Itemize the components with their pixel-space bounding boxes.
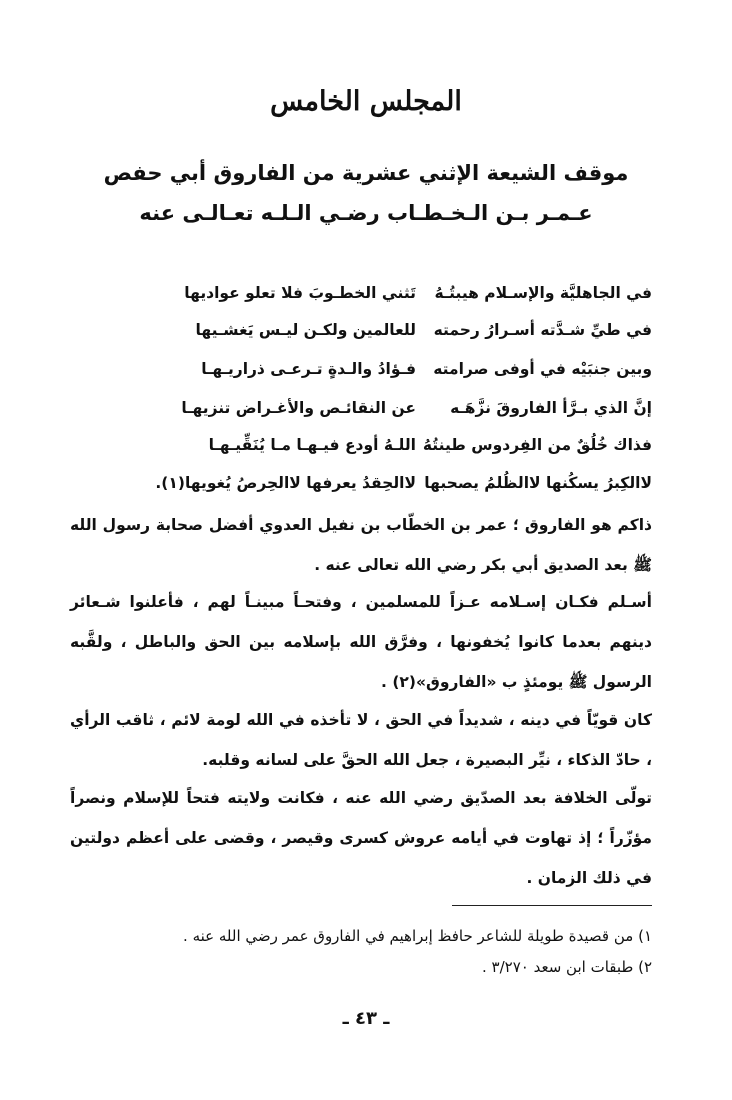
subtitle-line-2: عـمـر بـن الـخـطـاب رضـي الـلـه تعـالـى عنه: [139, 201, 593, 225]
page-title: المجلس الخامس: [270, 86, 462, 117]
verse-4-first-hemistich: إنَّ الذي بـرَّأ الفاروقَ نزَّهَـه: [450, 399, 652, 417]
verse-6-first-hemistich: لاالكِبرُ يسكُنها لاالظُلمُ يصحبها: [424, 474, 652, 492]
footnote-divider: [452, 905, 652, 906]
verse-2-first-hemistich: في طيِّ شـدَّته أسـرارُ رحمته: [433, 321, 652, 339]
verse-1-first-hemistich: في الجاهليَّة والإسـلام هيبتُـهُ: [434, 284, 652, 302]
paragraph-2: أسـلم فكـان إسـلامه عـزاً للمسلمين ، وفتحـاً مبينـاً لهم ، فأعلنوا شـعائر دينهم بعدما كانوا يُخفونها ، وفرَّق الله بإسلامه بين الحق والباطل ، ولقَّبه الرسول ﷺ يومئذٍ ب «الفاروق»(٢) .: [70, 593, 652, 691]
verse-4-second-hemistich: عن النقائـص والأغـراض تنزيهـا: [181, 399, 416, 417]
subtitle-line-1: موقف الشيعة الإثني عشرية من الفاروق أبي حفص: [103, 161, 629, 185]
paragraph-3: كان قويّاً في دينه ، شديداً في الحق ، لا تأخذه في الله لومة لائم ، ثاقب الرأي ، حادّ الذكاء ، نيِّر البصيرة ، جعل الله الحقَّ على لسانه وقلبه.: [70, 711, 652, 769]
verse-1-second-hemistich: تَثني الخطـوبَ فلا تعلو عواديها: [184, 284, 416, 302]
page-number: ـ ٤٣ ـ: [342, 1008, 390, 1029]
paragraph-1: ذاكم هو الفاروق ؛ عمر بن الخطّاب بن نفيل العدوي أفضل صحابة رسول الله ﷺ بعد الصديق أبي بكر رضي الله تعالى عنه .: [70, 516, 652, 574]
footnote-1: ١) من قصيدة طويلة للشاعر حافظ إبراهيم في الفاروق عمر رضي الله عنه .: [183, 927, 652, 945]
footnote-2: ٢) طبقات ابن سعد ٣/٢٧٠ .: [482, 958, 652, 976]
paragraph-4: تولّى الخلافة بعد الصدّيق رضي الله عنه ، فكانت ولايته فتحاً للإسلام ونصراً مؤزّراً ؛ إذ تهاوت في أيامه عروش كسرى وقيصر ، وقضى على أعظم دولتين في ذلك الزمان .: [70, 789, 652, 887]
verse-3-first-hemistich: وبين جنبَيْه في أوفى صرامته: [433, 360, 652, 378]
verse-5-first-hemistich: فذاك خُلُقٌ من الفِردوس طينتُهُ: [422, 436, 652, 454]
verse-5-second-hemistich: اللـهُ أودع فيـهـا مـا يُنَقِّيـهـا: [208, 436, 416, 454]
verse-6-second-hemistich: لاالحِقدُ يعرفها لاالحِرصُ يُغويها(١).: [155, 474, 416, 492]
verse-2-second-hemistich: للعالمين ولكـن ليـس يَغشـيها: [195, 321, 416, 339]
verse-3-second-hemistich: فـؤادُ والـدةٍ تـرعـى ذراريـهـا: [201, 360, 416, 378]
